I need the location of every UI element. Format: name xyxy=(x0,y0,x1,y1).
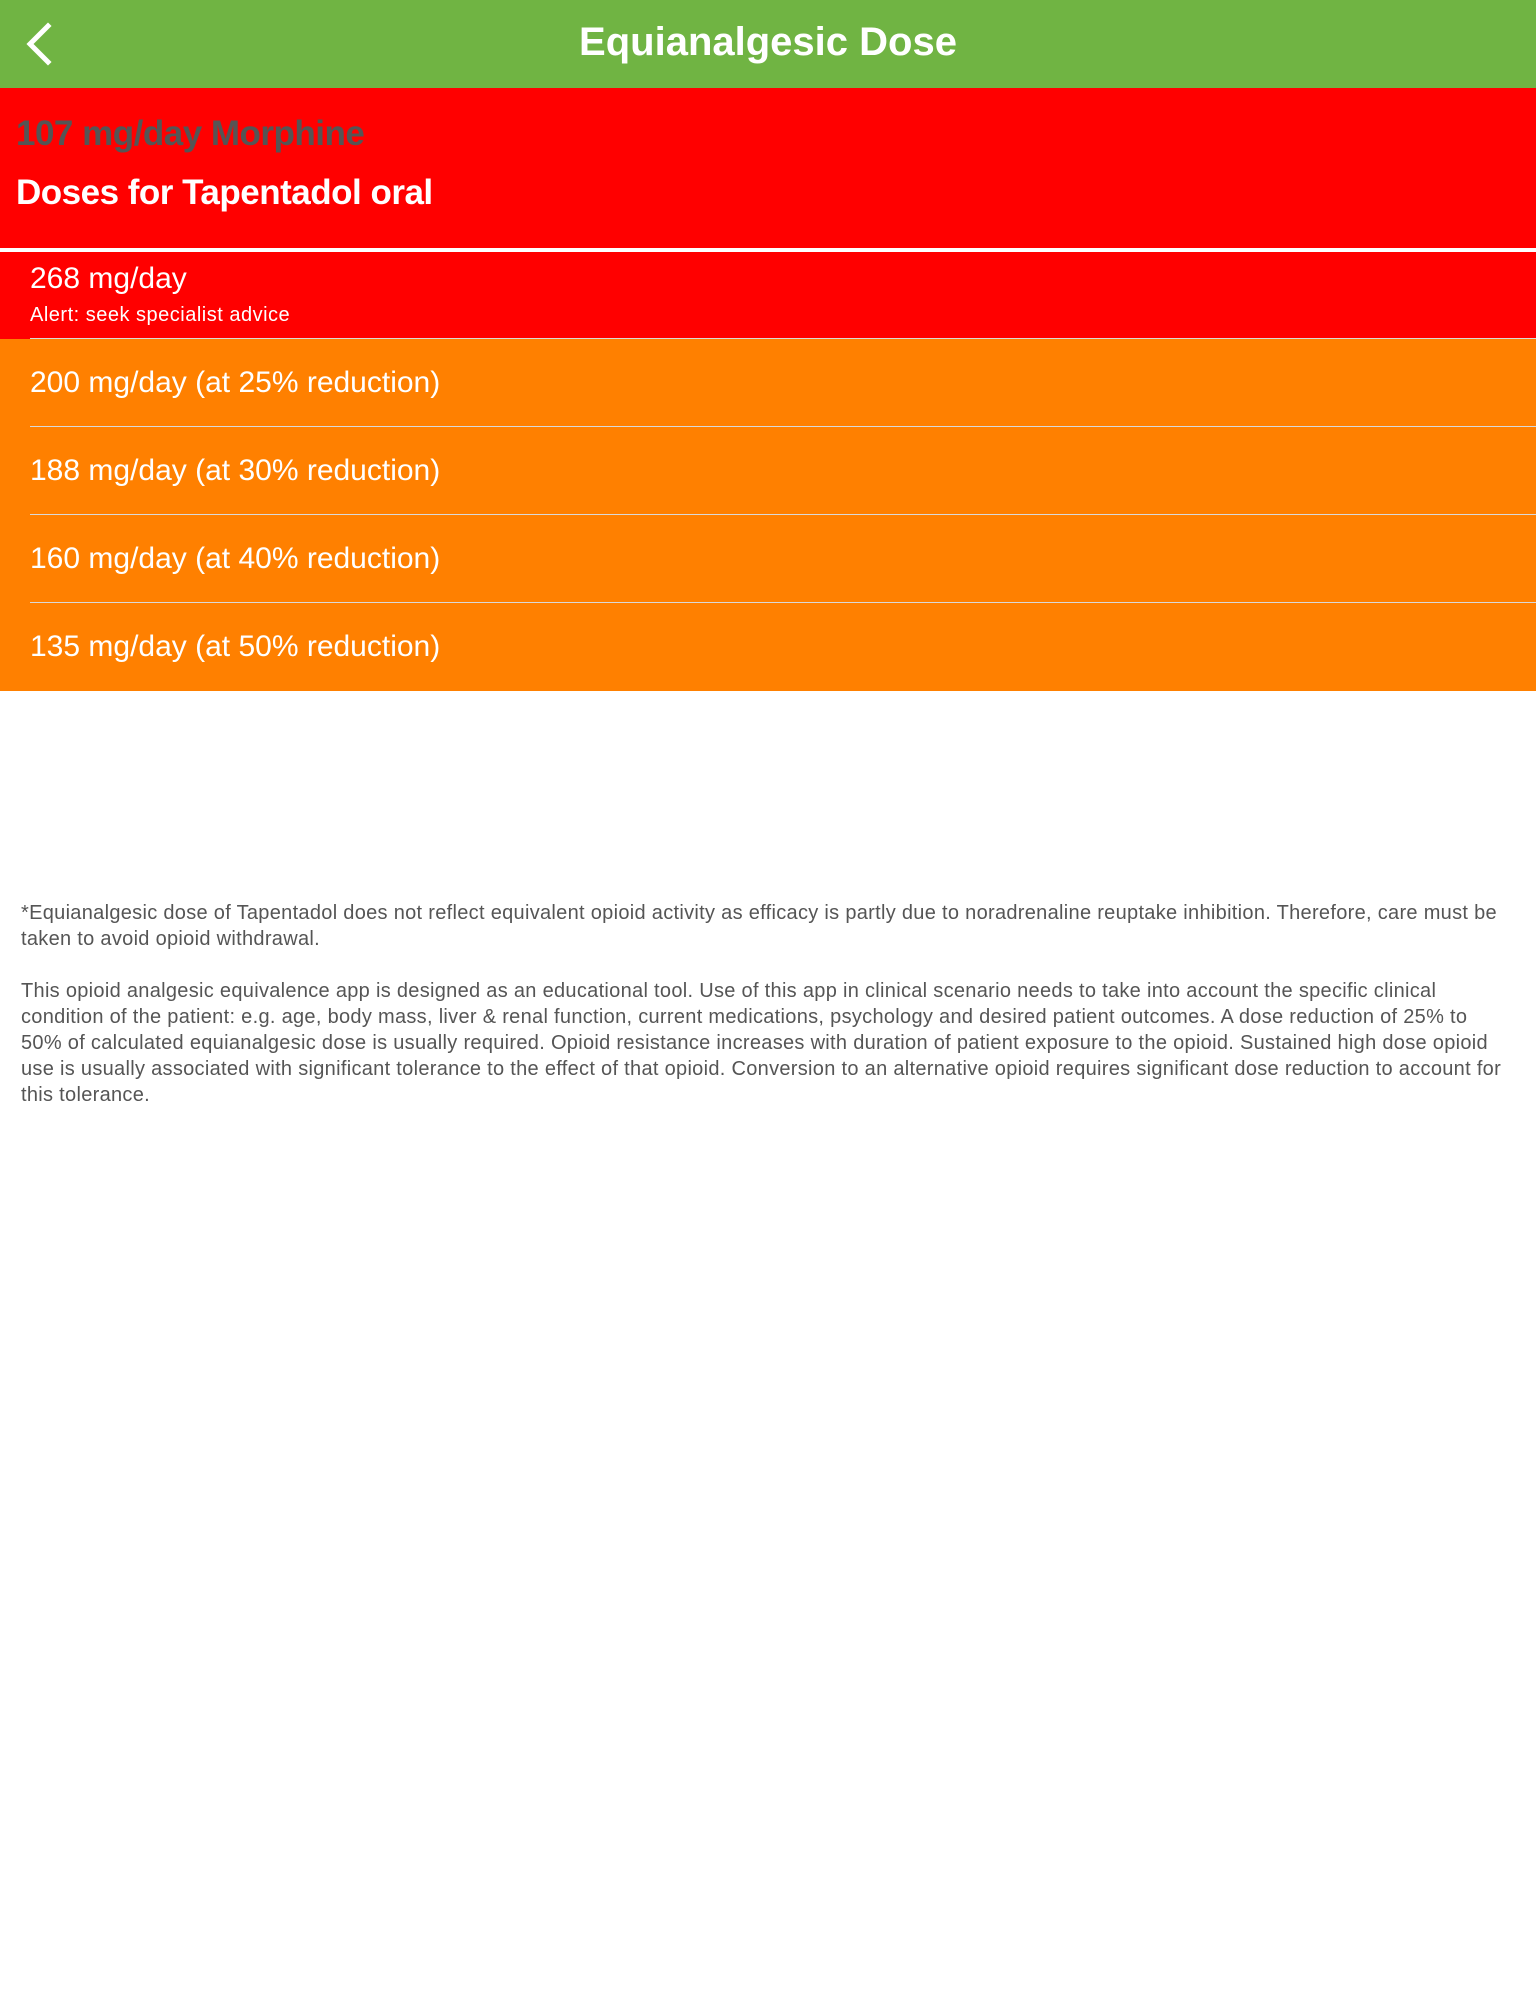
morphine-equivalent: 107 mg/day Morphine xyxy=(16,114,365,153)
dose-row-40-reduction[interactable] xyxy=(0,515,1536,603)
dose-row-alert[interactable] xyxy=(0,252,1536,339)
footer-notes xyxy=(21,900,1511,1108)
target-drug-heading: Doses for Tapentadol oral xyxy=(16,173,433,212)
dose-row-25-reduction[interactable] xyxy=(0,339,1536,427)
dose-summary-header xyxy=(0,88,1536,248)
dose-row-30-reduction[interactable] xyxy=(0,427,1536,515)
dose-row-50-reduction[interactable] xyxy=(0,603,1536,691)
dose-value: 188 mg/day (at 30% reduction) xyxy=(30,454,441,487)
dose-value: 135 mg/day (at 50% reduction) xyxy=(30,630,441,663)
dose-value: 268 mg/day xyxy=(30,262,187,295)
alert-note: Alert: seek specialist advice xyxy=(30,304,291,326)
tapentadol-note: *Equianalgesic dose of Tapentadol does not reflect equivalent opioid activity as efficacy is partly due to noradrenaline reuptake inhibition. Therefore, care must be taken to avoid opioid withdrawal. xyxy=(21,902,1497,950)
navigation-bar xyxy=(0,0,1536,88)
dose-value: 200 mg/day (at 25% reduction) xyxy=(30,366,441,399)
dose-list xyxy=(0,252,1536,691)
dose-value: 160 mg/day (at 40% reduction) xyxy=(30,542,441,575)
page-title: Equianalgesic Dose xyxy=(579,20,957,64)
disclaimer-text: This opioid analgesic equivalence app is designed as an educational tool. Use of this app in clinical scenario needs to take into account the specific clinical condition of the patient: e.g. age, body mass, liver & renal function, current medications, psychology and desired patient outcomes. A dose reduction of 25% to 50% of calculated equianalgesic dose is usually required. Opioid resistance increases with duration of patient exposure to the opioid. Sustained high dose opioid use is usually associated with significant tolerance to the effect of that opioid. Conversion to an alternative opioid requires significant dose reduction to account for this tolerance. xyxy=(21,980,1502,1106)
